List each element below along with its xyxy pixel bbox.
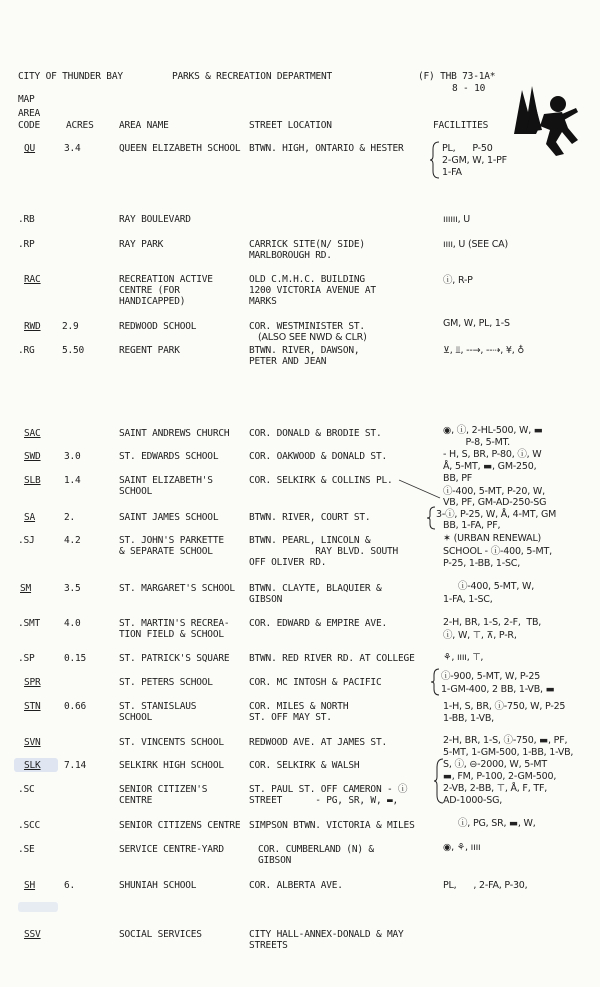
row-facilities: PL, P-50 [442, 143, 493, 154]
row-street: PETER AND JEAN [249, 356, 327, 367]
row-code: SPR [24, 677, 41, 688]
row-acres: 5.50 [62, 345, 85, 356]
row-street: BTWN. CLAYTE, BLAQUIER & [249, 583, 382, 594]
row-area-name: CENTRE (FOR [119, 285, 180, 296]
row-acres: 0.15 [64, 653, 87, 664]
row-facilities: Å, 5-MT, ▬, GM-250, [443, 461, 537, 472]
row-area-name: ST. MARGARET'S SCHOOL [119, 583, 235, 594]
row-area-name: TION FIELD & SCHOOL [119, 629, 224, 640]
row-area-name: SAINT JAMES SCHOOL [119, 512, 219, 523]
row-street: STREET - PG, SR, W, ▬, [249, 795, 399, 806]
row-street: SIMPSON BTWN. VICTORIA & MILES [249, 820, 415, 831]
row-facilities: S, ⓘ, ⊖-2000, W, 5-MT [443, 759, 547, 770]
row-code: SM [20, 583, 32, 594]
page-number: 8 - 10 [452, 83, 486, 94]
row-area-name: ST. MARTIN'S RECREA- [119, 618, 230, 629]
row-facilities: PL, , 2-FA, P-30, [443, 880, 528, 891]
row-facilities: AD-1000-SG, [443, 795, 503, 806]
row-area-name: & SEPARATE SCHOOL [119, 546, 213, 557]
row-area-name: SAINT ELIZABETH'S [119, 475, 213, 486]
row-area-name: SCHOOL [119, 712, 153, 723]
row-code: .SMT [18, 618, 41, 629]
row-facilities: BB, PF [443, 473, 473, 484]
row-code: .RP [18, 239, 35, 250]
row-area-name: REGENT PARK [119, 345, 180, 356]
row-facilities: P-25, 1-BB, 1-SC, [443, 558, 521, 569]
row-facilities: ⓘ, R-P [443, 275, 473, 286]
row-code: SA [24, 512, 36, 523]
row-code: SVN [24, 737, 41, 748]
row-area-name: CENTRE [119, 795, 153, 806]
row-code: RAC [24, 274, 41, 285]
row-area-name: SAINT ANDREWS CHURCH [119, 428, 230, 439]
row-code: .SCC [18, 820, 41, 831]
row-facilities: ▬, FM, P-100, 2-GM-500, [443, 771, 557, 782]
row-street: GIBSON [258, 855, 292, 866]
row-acres: 2. [64, 512, 76, 523]
row-facilities: VB, PF, GM-AD-250-SG [443, 497, 547, 508]
brace-icon [430, 668, 440, 696]
row-facilities: 1-GM-400, 2 BB, 1-VB, ▬ [441, 684, 555, 695]
row-acres: 2.9 [62, 321, 79, 332]
row-code: SAC [24, 428, 41, 439]
row-area-name: SENIOR CITIZENS CENTRE [119, 820, 241, 831]
row-street: BTWN. RIVER, COURT ST. [249, 512, 371, 523]
row-code: .SE [18, 844, 35, 855]
form-number: (F) THB 73-1A* [418, 71, 496, 82]
column-header-area: AREA [18, 108, 41, 119]
row-area-name: SENIOR CITIZEN'S [119, 784, 208, 795]
city-title: CITY OF THUNDER BAY [18, 71, 123, 82]
row-facilities: P-8, 5-MT. [443, 437, 510, 448]
row-area-name: SOCIAL SERVICES [119, 929, 202, 940]
row-street: MARLBOROUGH RD. [249, 250, 332, 261]
row-street: COR. SELKIRK & COLLINS PL. [249, 475, 393, 486]
row-street: COR. SELKIRK & WALSH [249, 760, 360, 771]
row-facilities: ıııııı, U [443, 214, 471, 225]
row-street: ST. OFF MAY ST. [249, 712, 332, 723]
brace-icon [426, 506, 436, 530]
row-area-name: RAY PARK [119, 239, 164, 250]
row-area-name: HANDICAPPED) [119, 296, 186, 307]
row-street: COR. EDWARD & EMPIRE AVE. [249, 618, 387, 629]
row-street: OFF OLIVER RD. [249, 557, 327, 568]
row-area-name: ST. PATRICK'S SQUARE [119, 653, 230, 664]
brace-icon [430, 141, 440, 179]
row-area-name: ST. PETERS SCHOOL [119, 677, 213, 688]
row-street: GIBSON [249, 594, 283, 605]
row-street: COR. MC INTOSH & PACIFIC [249, 677, 382, 688]
row-facilities: - H, S, BR, P-80, ⓘ, W [443, 449, 542, 460]
row-facilities: 2-GM, W, 1-PF [442, 155, 507, 166]
row-street: ST. PAUL ST. OFF CAMERON - ⓘ [249, 784, 408, 795]
highlight-smudge [18, 902, 58, 912]
row-facilities: 2-VB, 2-BB, ⊤, Å, F, TF, [443, 783, 548, 794]
row-acres: 3.0 [64, 451, 81, 462]
row-street: COR. ALBERTA AVE. [249, 880, 343, 891]
row-code: SWD [24, 451, 41, 462]
row-acres: 4.0 [64, 618, 81, 629]
row-facilities: ⚘, ıııı, ⊤, [443, 652, 484, 663]
column-header-street: STREET LOCATION [249, 120, 332, 131]
row-facilities: ◉, ⚘, ıııı [443, 842, 481, 853]
row-facilities: GM, W, PL, 1-S [443, 318, 510, 329]
column-header-area-name: AREA NAME [119, 120, 169, 131]
row-acres: 7.14 [64, 760, 87, 771]
column-header-acres: ACRES [66, 120, 94, 131]
row-area-name: RAY BOULEVARD [119, 214, 191, 225]
row-facilities: ⊻, ⫫, --→, --⇢, ¥, ♁ [443, 345, 525, 356]
row-street: COR. OAKWOOD & DONALD ST. [249, 451, 387, 462]
row-area-name: QUEEN ELIZABETH SCHOOL [119, 143, 241, 154]
row-street: COR. DONALD & BRODIE ST. [249, 428, 382, 439]
row-facilities: ⓘ, PG, SR, ▬, W, [458, 818, 536, 829]
row-acres: 4.2 [64, 535, 81, 546]
row-area-name: ST. JOHN'S PARKETTE [119, 535, 224, 546]
department-title: PARKS & RECREATION DEPARTMENT [172, 71, 333, 82]
row-area-name: SELKIRK HIGH SCHOOL [119, 760, 224, 771]
row-code: .SJ [18, 535, 35, 546]
row-facilities: 2-H, BR, 1-S, 2-F, TB, [443, 617, 542, 628]
row-street: BTWN. RED RIVER RD. AT COLLEGE [249, 653, 415, 664]
row-code: SLK [24, 760, 41, 771]
row-street: RAY BLVD. SOUTH [249, 546, 399, 557]
row-facilities: 5-MT, 1-GM-500, 1-BB, 1-VB, [443, 747, 574, 758]
row-facilities: 2-H, BR, 1-S, ⓘ-750, ▬, PF, [443, 735, 568, 746]
row-street-note: (ALSO SEE NWD & CLR) [258, 332, 367, 343]
column-header-code: CODE [18, 120, 41, 131]
row-street: MARKS [249, 296, 277, 307]
row-code: SH [24, 880, 36, 891]
row-code: .SC [18, 784, 35, 795]
column-header-map: MAP [18, 94, 35, 105]
row-area-name: SHUNIAH SCHOOL [119, 880, 197, 891]
row-area-name: ST. EDWARDS SCHOOL [119, 451, 219, 462]
row-street: CARRICK SITE(N/ SIDE) [249, 239, 365, 250]
row-area-name: ST. VINCENTS SCHOOL [119, 737, 224, 748]
row-acres: 6. [64, 880, 76, 891]
row-street: COR. CUMBERLAND (N) & [258, 844, 374, 855]
row-code: .RG [18, 345, 35, 356]
row-facilities: 3-ⓘ, P-25, W, Å, 4-MT, GM [436, 509, 557, 520]
connector-line [398, 478, 442, 500]
row-area-name: SCHOOL [119, 486, 153, 497]
row-facilities: BB, 1-FA, PF, [443, 520, 501, 531]
row-facilities: ⓘ, W, ⊤, ⊼, P-R, [443, 630, 517, 641]
row-code: SSV [24, 929, 41, 940]
row-street: OLD C.M.H.C. BUILDING [249, 274, 365, 285]
row-street: 1200 VICTORIA AVENUE AT [249, 285, 376, 296]
row-area-name: SERVICE CENTRE-YARD [119, 844, 224, 855]
row-street: BTWN. HIGH, ONTARIO & HESTER [249, 143, 404, 154]
row-facilities: ⓘ-400, 5-MT, W, [458, 581, 535, 592]
row-code: .RB [18, 214, 35, 225]
row-facilities: ⓘ-900, 5-MT, W, P-25 [441, 671, 541, 682]
row-street: COR. MILES & NORTH [249, 701, 349, 712]
row-acres: 0.66 [64, 701, 87, 712]
row-facilities: SCHOOL - ⓘ-400, 5-MT, [443, 546, 552, 557]
row-area-name: RECREATION ACTIVE [119, 274, 213, 285]
row-acres: 3.5 [64, 583, 81, 594]
row-facilities: 1-FA, 1-SC, [443, 594, 493, 605]
row-area-name: REDWOOD SCHOOL [119, 321, 197, 332]
row-acres: 3.4 [64, 143, 81, 154]
runner-trees-icon [506, 82, 580, 158]
row-street: BTWN. PEARL, LINCOLN & [249, 535, 371, 546]
column-header-facilities: FACILITIES [433, 120, 489, 131]
row-code: RWD [24, 321, 41, 332]
row-code: SLB [24, 475, 41, 486]
row-street: CITY HALL-ANNEX-DONALD & MAY [249, 929, 404, 940]
row-facilities: 1-FA [442, 167, 462, 178]
row-facilities: ıııı, U (SEE CA) [443, 239, 508, 250]
row-facilities: ◉, ⓘ, 2-HL-500, W, ▬ [443, 425, 543, 436]
row-facilities: ⓘ-400, 5-MT, P-20, W, [443, 486, 545, 497]
row-street: BTWN. RIVER, DAWSON, [249, 345, 360, 356]
row-facilities: ✶ (URBAN RENEWAL) [443, 533, 542, 544]
row-street: REDWOOD AVE. AT JAMES ST. [249, 737, 387, 748]
row-facilities: 1-BB, 1-VB, [443, 713, 494, 724]
row-area-name: ST. STANISLAUS [119, 701, 197, 712]
row-code: .SP [18, 653, 35, 664]
row-street: STREETS [249, 940, 288, 951]
row-code: STN [24, 701, 41, 712]
row-code: QU [24, 143, 36, 154]
row-street: COR. WESTMINISTER ST. [249, 321, 365, 332]
row-acres: 1.4 [64, 475, 81, 486]
row-facilities: 1-H, S, BR, ⓘ-750, W, P-25 [443, 701, 566, 712]
